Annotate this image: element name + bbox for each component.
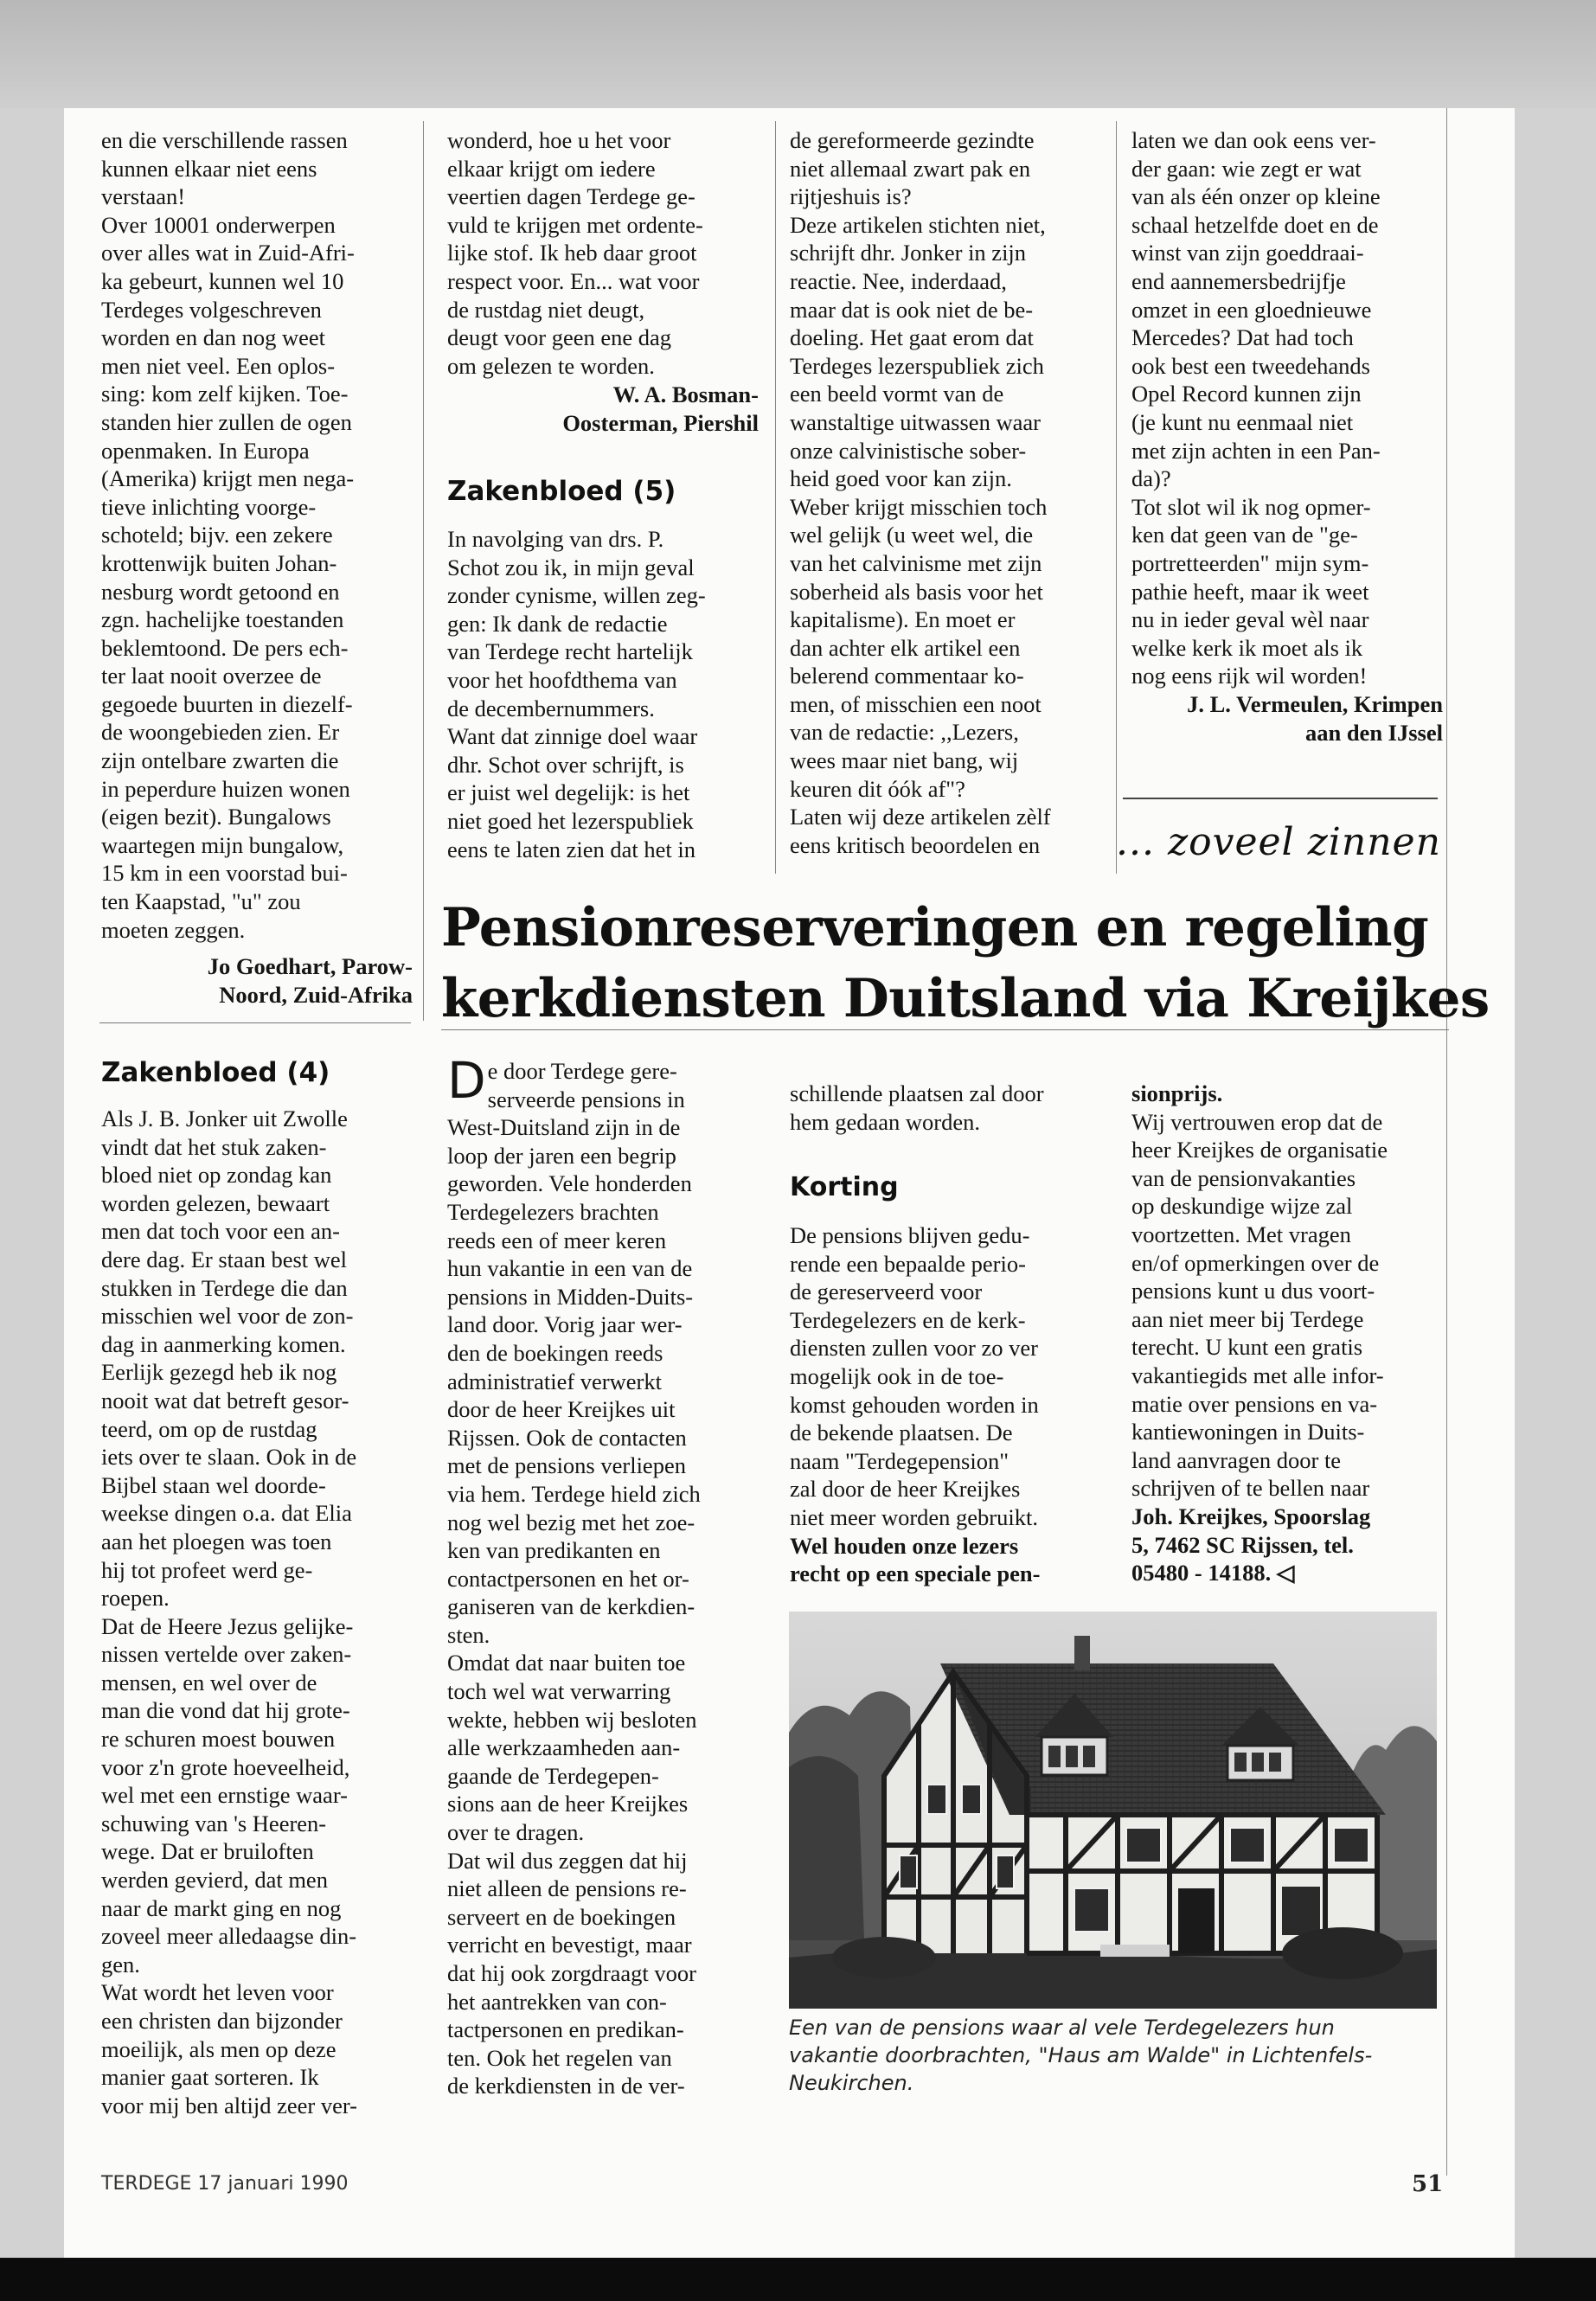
text-line: wel gelijk (u weet wel, die (790, 522, 1034, 548)
text-line: respect voor. En... wat voor (447, 267, 700, 294)
text-line: naam "Terdegepension" (790, 1447, 1010, 1474)
text-line: Schot zou ik, in mijn geval (447, 554, 695, 580)
bold-text-line: sionprijs. (1131, 1080, 1223, 1106)
text-line: waartegen mijn bungalow, (101, 831, 344, 858)
text-line: 15 km in een voorstad bui- (101, 860, 348, 887)
text-line: via hem. Terdege hield zich (447, 1480, 701, 1507)
text-line: Terdegelezers brachten (447, 1198, 659, 1225)
text-line: kantiewoningen in Duits- (1131, 1419, 1365, 1445)
text-line: Weber krijgt misschien toch (790, 493, 1048, 520)
text-line: bloed niet op zondag kan (101, 1162, 332, 1189)
text-line: de gereserveerd voor (790, 1279, 983, 1305)
text-line: Tot slot wil ik nog opmer- (1131, 493, 1371, 520)
text-line: gen: Ik dank de redactie (447, 610, 668, 637)
text-line: krottenwijk buiten Johan- (101, 549, 337, 576)
text-line: niet alleen de pensions re- (447, 1875, 687, 1902)
text-line: sten. (447, 1621, 490, 1648)
text-line: rijtjeshuis is? (790, 183, 912, 210)
text-line: rende een bepaalde perio- (790, 1250, 1026, 1277)
text-line: doeling. Het gaat erom dat (790, 324, 1034, 351)
text-line: voor z'n grote hoeveelheid, (101, 1753, 350, 1780)
signature-goedhart (101, 952, 413, 1009)
text-line: schuwing van 's Heeren- (101, 1810, 327, 1836)
text-line: van de pensionvakanties (1131, 1164, 1356, 1191)
text-line: contactpersonen en het or- (447, 1565, 689, 1592)
text-line: Dat de Heere Jezus gelijke- (101, 1612, 354, 1639)
section-divider (99, 1022, 411, 1023)
text-line: eens te laten zien dat het in (447, 836, 695, 862)
text-line: de rustdag niet deugt, (447, 296, 645, 323)
text-line: Terdegelezers en de kerk- (790, 1306, 1026, 1333)
text-line: tactpersonen en predikan- (447, 2016, 684, 2043)
text-line: wege. Dat er bruiloften (101, 1838, 314, 1865)
text-line: op deskundige wijze zal (1131, 1193, 1353, 1220)
text-line: West-Duitsland zijn in de (447, 1114, 681, 1141)
text-line: geworden. Vele honderden (447, 1170, 692, 1197)
text-line: er juist wel degelijk: is het (447, 779, 690, 806)
text-line: ten. Ook het regelen van (447, 2044, 672, 2071)
text-line: een christen dan bijzonder (101, 2008, 343, 2034)
text-line: vindt dat het stuk zaken- (101, 1133, 327, 1160)
text-line: omzet in een gloednieuwe (1131, 296, 1372, 323)
text-line: van de redactie: ,,Lezers, (790, 719, 1019, 746)
contact-line: 5, 7462 SC Rijssen, tel. (1131, 1531, 1354, 1558)
text-line: (Amerika) krijgt men nega- (101, 465, 355, 492)
text-line: reeds een of meer keren (447, 1227, 667, 1253)
letter-bosman-end (447, 126, 767, 380)
signature-line: W. A. Bosman- (612, 381, 759, 407)
text-line: over alles wat in Zuid-Afri- (101, 240, 355, 266)
text-line: veertien dagen Terdege ge- (447, 183, 695, 210)
text-line: men, of misschien een noot (790, 690, 1042, 717)
text-line: deugt voor geen ene dag (447, 324, 672, 351)
headline-rule (441, 1029, 1449, 1030)
text-line: (je kunt nu eenmaal niet (1131, 408, 1354, 435)
text-line: kapitalisme). En moet er (790, 606, 1016, 633)
text-line: aan niet meer bij Terdege (1131, 1305, 1364, 1332)
article-column-1 (447, 1051, 767, 2100)
scan-top-border (0, 0, 1596, 108)
article-column-2 (790, 1080, 1110, 1136)
text-line: manier gaat sorteren. Ik (101, 2064, 319, 2091)
text-line: heid goed voor kan zijn. (790, 465, 1012, 492)
text-line: schaal hetzelfde doet en de (1131, 211, 1379, 238)
letter-zakenbloed-5 (447, 525, 767, 863)
text-line: terecht. U kunt een gratis (1131, 1334, 1363, 1361)
headline-line-2: kerkdiensten Duitsland via Kreijkes (441, 968, 1490, 1029)
article-headline (441, 893, 1490, 1035)
text-line: Terdeges lezerspubliek zich (790, 352, 1044, 379)
column-rule (1116, 121, 1117, 874)
text-line: naar de markt ging en nog (101, 1894, 342, 1921)
letter-zakenbloed-4 (101, 1105, 413, 2119)
text-line: niet allemaal zwart pak en (790, 155, 1031, 182)
text-line: Deze artikelen stichten niet, (790, 211, 1046, 238)
text-line: en/of opmerkingen over de (1131, 1249, 1380, 1276)
text-line: zal door de heer Kreijkes (790, 1476, 1021, 1503)
text-line: en die verschillende rassen (101, 127, 348, 153)
text-line: dhr. Schot over schrijft, is (447, 751, 684, 778)
text-line: de decembernummers. (447, 695, 655, 721)
text-line: worden gelezen, bewaart (101, 1189, 330, 1216)
text-line: re schuren moest bouwen (101, 1726, 336, 1753)
text-line: Bijbel staan wel doorde- (101, 1471, 326, 1498)
text-line: keuren dit óók af"? (790, 775, 965, 802)
text-line: roepen. (101, 1585, 170, 1612)
text-line: aan het ploegen was toen (101, 1528, 332, 1554)
text-line: door de heer Kreijkes uit (447, 1396, 676, 1423)
text-line: loop der jaren een begrip (447, 1142, 676, 1169)
text-line: In navolging van drs. P. (447, 526, 664, 552)
caption-line: vakantie doorbrachten, "Haus am Walde" in Lichtenfels- (789, 2043, 1373, 2067)
text-line: schoteld; bijv. een zekere (101, 522, 333, 548)
text-line: maar dat is ook niet de be- (790, 296, 1034, 323)
letter-goedhart (101, 126, 413, 944)
scan-bottom-border (0, 2258, 1596, 2301)
bold-text-line: recht op een speciale pen- (790, 1561, 1041, 1587)
text-line: wanstaltige uitwassen waar (790, 408, 1041, 435)
text-line: elkaar krijgt om iedere (447, 155, 656, 182)
text-line: gen. (101, 1951, 140, 1977)
text-line: belerend commentaar ko- (790, 663, 1024, 689)
text-line: openmaken. In Europa (101, 437, 310, 464)
signature-bosman (447, 381, 759, 437)
caption-line: Neukirchen. (789, 2071, 914, 2095)
text-line: ook best een tweedehands (1131, 352, 1370, 379)
text-line: stukken in Terdege die dan (101, 1274, 348, 1301)
text-line: tieve inlichting voorge- (101, 493, 317, 520)
text-line: dere dag. Er staan best wel (101, 1246, 348, 1272)
text-line: Omdat dat naar buiten toe (447, 1650, 686, 1676)
text-line: Laten wij deze artikelen zèlf (790, 804, 1051, 830)
text-line: ken dat geen van de "ge- (1131, 522, 1358, 548)
text-line: diensten zullen voor zo ver (790, 1335, 1038, 1362)
text-line: Terdeges volgeschreven (101, 296, 322, 323)
text-line: man die vond dat hij grote- (101, 1697, 350, 1724)
text-line: reactie. Nee, inderdaad, (790, 267, 1007, 294)
text-line: Als J. B. Jonker uit Zwolle (101, 1106, 348, 1131)
text-line: ka gebeurt, kunnen wel 10 (101, 267, 344, 294)
text-line: verricht en bevestigt, maar (447, 1932, 692, 1958)
text-line: winst van zijn goeddraai- (1131, 240, 1364, 266)
letter-vermeulen (1131, 126, 1443, 690)
text-line: De pensions blijven gedu- (790, 1222, 1030, 1248)
text-line: toch wel wat verwarring (447, 1678, 671, 1705)
text-line: lijke stof. Ik heb daar groot (447, 240, 697, 266)
text-line: gegoede buurten in diezelf- (101, 690, 353, 717)
text-line: pathie heeft, maar ik weet (1131, 578, 1369, 605)
text-line: Eerlijk gezegd heb ik nog (101, 1359, 337, 1386)
text-line: (eigen bezit). Bungalows (101, 804, 331, 830)
caption-line: Een van de pensions waar al vele Terdegelezers hun (789, 2016, 1335, 2040)
text-line: onze calvinistische sober- (790, 437, 1027, 464)
text-line: met zijn achten in een Pan- (1131, 437, 1381, 464)
text-line: hij tot profeet werd ge- (101, 1556, 313, 1583)
text-line: om gelezen te worden. (447, 352, 655, 379)
text-line: heer Kreijkes de organisatie (1131, 1137, 1388, 1163)
text-line: weekse dingen o.a. dat Elia (101, 1500, 352, 1527)
text-line: van het calvinisme met zijn (790, 549, 1042, 576)
text-line: gaande de Terdegepen- (447, 1762, 659, 1789)
photo-caption (789, 2014, 1446, 2097)
text-line: wonderd, hoe u het voor (447, 127, 671, 153)
text-line: ter laat nooit overzee de (101, 663, 322, 689)
text-line: land aanvragen door te (1131, 1446, 1342, 1473)
text-line: niet goed het lezerspubliek (447, 807, 694, 834)
text-line: pensions kunt u dus voort- (1131, 1278, 1375, 1304)
text-line: moeilijk, als men op deze (101, 2035, 337, 2062)
text-line: verstaan! (101, 183, 186, 210)
text-line: schrijven of te bellen naar (1131, 1475, 1370, 1502)
column-rule (423, 121, 424, 1021)
letter-zakenbloed-5-continued (790, 126, 1110, 859)
column-rule (1446, 108, 1447, 2176)
text-line: werden gevierd, dat men (101, 1867, 328, 1894)
column-rule (775, 121, 776, 874)
text-line: welke kerk ik moet als ik (1131, 634, 1363, 661)
text-line: van als één onzer op kleine (1131, 183, 1381, 210)
text-line: niet meer worden gebruikt. (790, 1503, 1038, 1530)
article-first-line: e door Terdege gere- (487, 1058, 677, 1084)
signature-line: Jo Goedhart, Parow- (207, 953, 413, 979)
text-line: moeten zeggen. (101, 916, 246, 943)
text-line: der gaan: wie zegt er wat (1131, 155, 1362, 182)
text-line: van Terdege recht hartelijk (447, 638, 693, 665)
text-line: end aannemersbedrijfje (1131, 267, 1346, 294)
text-line: nooit wat dat betreft gesor- (101, 1387, 349, 1413)
text-line: over te dragen. (447, 1819, 585, 1846)
text-line: sions aan de heer Kreijkes (447, 1791, 689, 1817)
drop-cap: D (447, 1051, 486, 1110)
contact-line: 05480 - 14188. ◁ (1131, 1560, 1295, 1586)
text-line: komst gehouden worden in (790, 1391, 1039, 1418)
text-line: standen hier zullen de ogen (101, 408, 352, 435)
text-line: misschien wel voor de zon- (101, 1303, 354, 1330)
text-line: kunnen elkaar niet eens (101, 155, 317, 182)
text-line: laten we dan ook eens ver- (1131, 127, 1376, 153)
tagline: ... zoveel zinnen (1116, 820, 1441, 864)
text-line: dag in aanmerking komen. (101, 1330, 346, 1357)
heading-korting: Korting (790, 1172, 899, 1202)
text-line: serveert en de boekingen (447, 1903, 676, 1930)
text-line: voor het hoofdthema van (447, 666, 677, 693)
heading-zakenbloed-4: Zakenbloed (4) (101, 1057, 330, 1088)
text-line: Rijssen. Ook de contacten (447, 1424, 687, 1451)
text-line: teerd, om op de rustdag (101, 1415, 317, 1442)
page-number: 51 (1412, 2171, 1444, 2197)
text-line: voor mij ben altijd zeer ver- (101, 2092, 358, 2118)
text-line: de woongebieden zien. Er (101, 719, 340, 746)
text-line: zonder cynisme, willen zeg- (447, 582, 706, 609)
text-line: de bekende plaatsen. De (790, 1420, 1013, 1446)
text-line: ten Kaapstad, "u" zou (101, 888, 301, 915)
text-line: wekte, hebben wij besloten (447, 1706, 697, 1733)
text-line: ganiseren van de kerkdien- (447, 1593, 695, 1620)
text-line: Dat wil dus zeggen dat hij (447, 1847, 688, 1874)
text-line: het aantrekken van con- (447, 1988, 667, 2015)
signature-line: Noord, Zuid-Afrika (219, 981, 413, 1008)
text-line: ken van predikanten en (447, 1537, 661, 1564)
text-line: alle werkzaamheden aan- (447, 1734, 681, 1761)
text-line: da)? (1131, 465, 1171, 492)
signature-line: aan den IJssel (1304, 719, 1443, 746)
text-line: voortzetten. Met vragen (1131, 1221, 1351, 1247)
headline-line-1: Pensionreserveringen en regeling (441, 897, 1429, 958)
text-line: nissen vertelde over zaken- (101, 1641, 352, 1668)
text-line: wees maar niet bang, wij (790, 747, 1019, 774)
heading-zakenbloed-5: Zakenbloed (5) (447, 476, 676, 507)
text-line: schrijft dhr. Jonker in zijn (790, 240, 1027, 266)
text-line: de gereformeerde gezindte (790, 127, 1035, 153)
text-line: met de pensions verliepen (447, 1452, 686, 1479)
house-photo (789, 1612, 1437, 2009)
text-line: serveerde pensions in (487, 1086, 685, 1112)
contact-line: Joh. Kreijkes, Spoorslag (1131, 1503, 1371, 1529)
text-line: de kerkdiensten in de ver- (447, 2073, 685, 2099)
text-line: nog wel bezig met het zoe- (447, 1509, 695, 1535)
text-line: hun vakantie in een van de (447, 1255, 693, 1282)
text-line: soberheid als basis voor het (790, 578, 1043, 605)
text-line: hem gedaan worden. (790, 1108, 981, 1135)
tagline-rule (1123, 798, 1438, 799)
text-line: iets over te slaan. Ook in de (101, 1444, 357, 1471)
text-line: zgn. hachelijke toestanden (101, 606, 344, 633)
text-line: een beeld vormt van de (790, 381, 1004, 407)
text-line: mogelijk ook in de toe- (790, 1362, 1004, 1389)
text-line: worden en dan nog weet (101, 324, 326, 351)
article-column-3 (1131, 1080, 1443, 1587)
text-line: Want dat zinnige doel waar (447, 723, 698, 750)
text-line: administratief verwerkt (447, 1368, 662, 1394)
text-line: mensen, en wel over de (101, 1669, 317, 1695)
text-line: vuld te krijgen met ordente- (447, 211, 703, 238)
signature-line: J. L. Vermeulen, Krimpen (1187, 691, 1443, 717)
text-line: wel met een ernstige waar- (101, 1782, 348, 1809)
text-line: beklemtoond. De pers ech- (101, 634, 349, 661)
text-line: Mercedes? Dat had toch (1131, 324, 1354, 351)
text-line: portretteerden" mijn sym- (1131, 549, 1369, 576)
signature-vermeulen (1125, 690, 1443, 747)
article-korting-body (790, 1221, 1110, 1588)
text-line: nesburg wordt getoond en (101, 578, 340, 605)
text-line: men niet veel. Een oplos- (101, 352, 336, 379)
text-line: schillende plaatsen zal door (790, 1080, 1044, 1106)
text-line: zijn ontelbare zwarten die (101, 747, 339, 774)
text-line: zoveel meer alledaagse din- (101, 1923, 357, 1950)
bold-text-line: Wel houden onze lezers (790, 1532, 1019, 1559)
text-line: sing: kom zelf kijken. Toe- (101, 381, 349, 407)
footer-publication: TERDEGE 17 januari 1990 (101, 2173, 349, 2195)
text-line: vakantiegids met alle infor- (1131, 1362, 1384, 1388)
text-line: dat hij ook zorgdraagt voor (447, 1960, 696, 1986)
text-line: Opel Record kunnen zijn (1131, 381, 1362, 407)
text-line: dan achter elk artikel een (790, 634, 1021, 661)
text-line: eens kritisch beoordelen en (790, 831, 1041, 858)
text-line: nog eens rijk wil worden! (1131, 663, 1368, 689)
text-line: Wat wordt het leven voor (101, 1979, 334, 2006)
text-line: pensions in Midden-Duits- (447, 1283, 694, 1310)
text-line: matie over pensions en va- (1131, 1390, 1378, 1417)
text-line: in peperdure huizen wonen (101, 775, 350, 802)
text-line: Over 10001 onderwerpen (101, 211, 336, 238)
text-line: land door. Vorig jaar wer- (447, 1311, 683, 1338)
signature-line: Oosterman, Piershil (562, 409, 759, 436)
text-line: men dat toch voor een an- (101, 1218, 340, 1245)
text-line: den de boekingen reeds (447, 1339, 663, 1366)
text-line: nu in ieder geval wèl naar (1131, 606, 1369, 633)
text-line: Wij vertrouwen erop dat de (1131, 1108, 1383, 1135)
